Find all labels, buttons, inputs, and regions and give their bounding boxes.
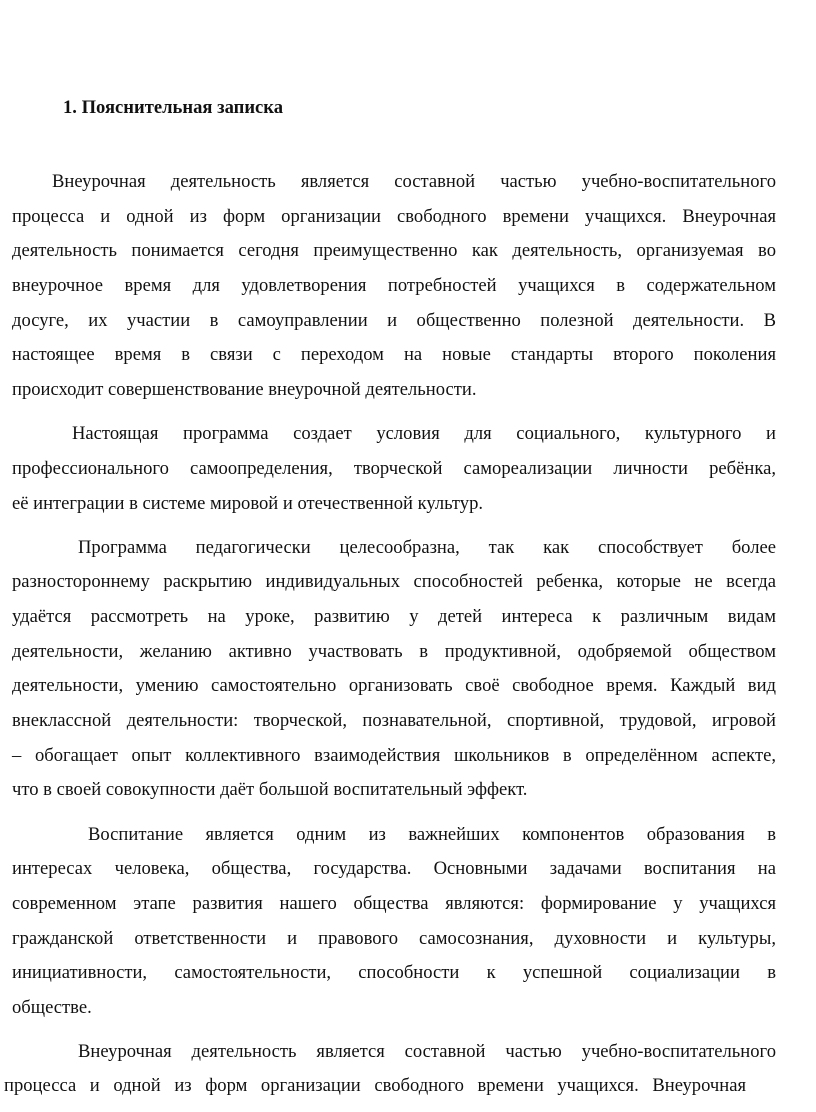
text-line: обществе. — [12, 997, 92, 1018]
text-line: процесса и одной из форм организации свободного времени учащихся. Внеурочная — [12, 206, 776, 227]
text-line: что в своей совокупности даёт большой воспитательный эффект. — [12, 779, 528, 800]
text-line: гражданской ответственности и правового самосознания, духовности и культуры, — [12, 928, 776, 949]
section-title: 1. Пояснительная записка — [63, 97, 284, 118]
text-line: деятельность понимается сегодня преимущественно как деятельность, организуемая во — [12, 240, 776, 261]
text-line: деятельности, умению самостоятельно организовать своё свободное время. Каждый вид — [12, 675, 776, 696]
text-line: Настоящая программа создает условия для социального, культурного и — [72, 423, 776, 444]
text-line: досуге, их участии в самоуправлении и общественно полезной деятельности. В — [12, 310, 776, 331]
text-line: разностороннему раскрытию индивидуальных способностей ребенка, которые не всегда — [12, 571, 776, 592]
text-line: профессионального самоопределения, творческой самореализации личности ребёнка, — [12, 458, 776, 479]
text-line: происходит совершенствование внеурочной деятельности. — [12, 379, 477, 400]
text-line: её интеграции в системе мировой и отечественной культур. — [12, 493, 484, 514]
text-line: Внеурочная деятельность является составной частью учебно-воспитательного — [78, 1041, 776, 1062]
text-line: современном этапе развития нашего общества являются: формирование у учащихся — [12, 893, 776, 914]
text-line: Внеурочная деятельность является составной частью учебно-воспитательного — [52, 171, 776, 192]
text-line: внеклассной деятельности: творческой, познавательной, спортивной, трудовой, игровой — [12, 710, 776, 731]
text-line: Программа педагогически целесообразна, так как способствует более — [78, 537, 776, 558]
text-line: деятельности, желанию активно участвовать в продуктивной, одобряемой обществом — [12, 641, 776, 662]
text-line: процесса и одной из форм организации свободного времени учащихся. Внеурочная — [4, 1075, 746, 1096]
text-line: настоящее время в связи с переходом на новые стандарты второго поколения — [12, 344, 776, 365]
text-line: инициативности, самостоятельности, способности к успешной социализации в — [12, 962, 776, 983]
text-line: – обогащает опыт коллективного взаимодействия школьников в определённом аспекте, — [12, 745, 776, 766]
text-line: удаётся рассмотреть на уроке, развитию у детей интереса к различным видам — [12, 606, 776, 627]
text-line: внеурочное время для удовлетворения потребностей учащихся в содержательном — [12, 275, 776, 296]
text-line: Воспитание является одним из важнейших компонентов образования в — [88, 824, 776, 845]
text-line: интересах человека, общества, государства. Основными задачами воспитания на — [12, 858, 776, 879]
